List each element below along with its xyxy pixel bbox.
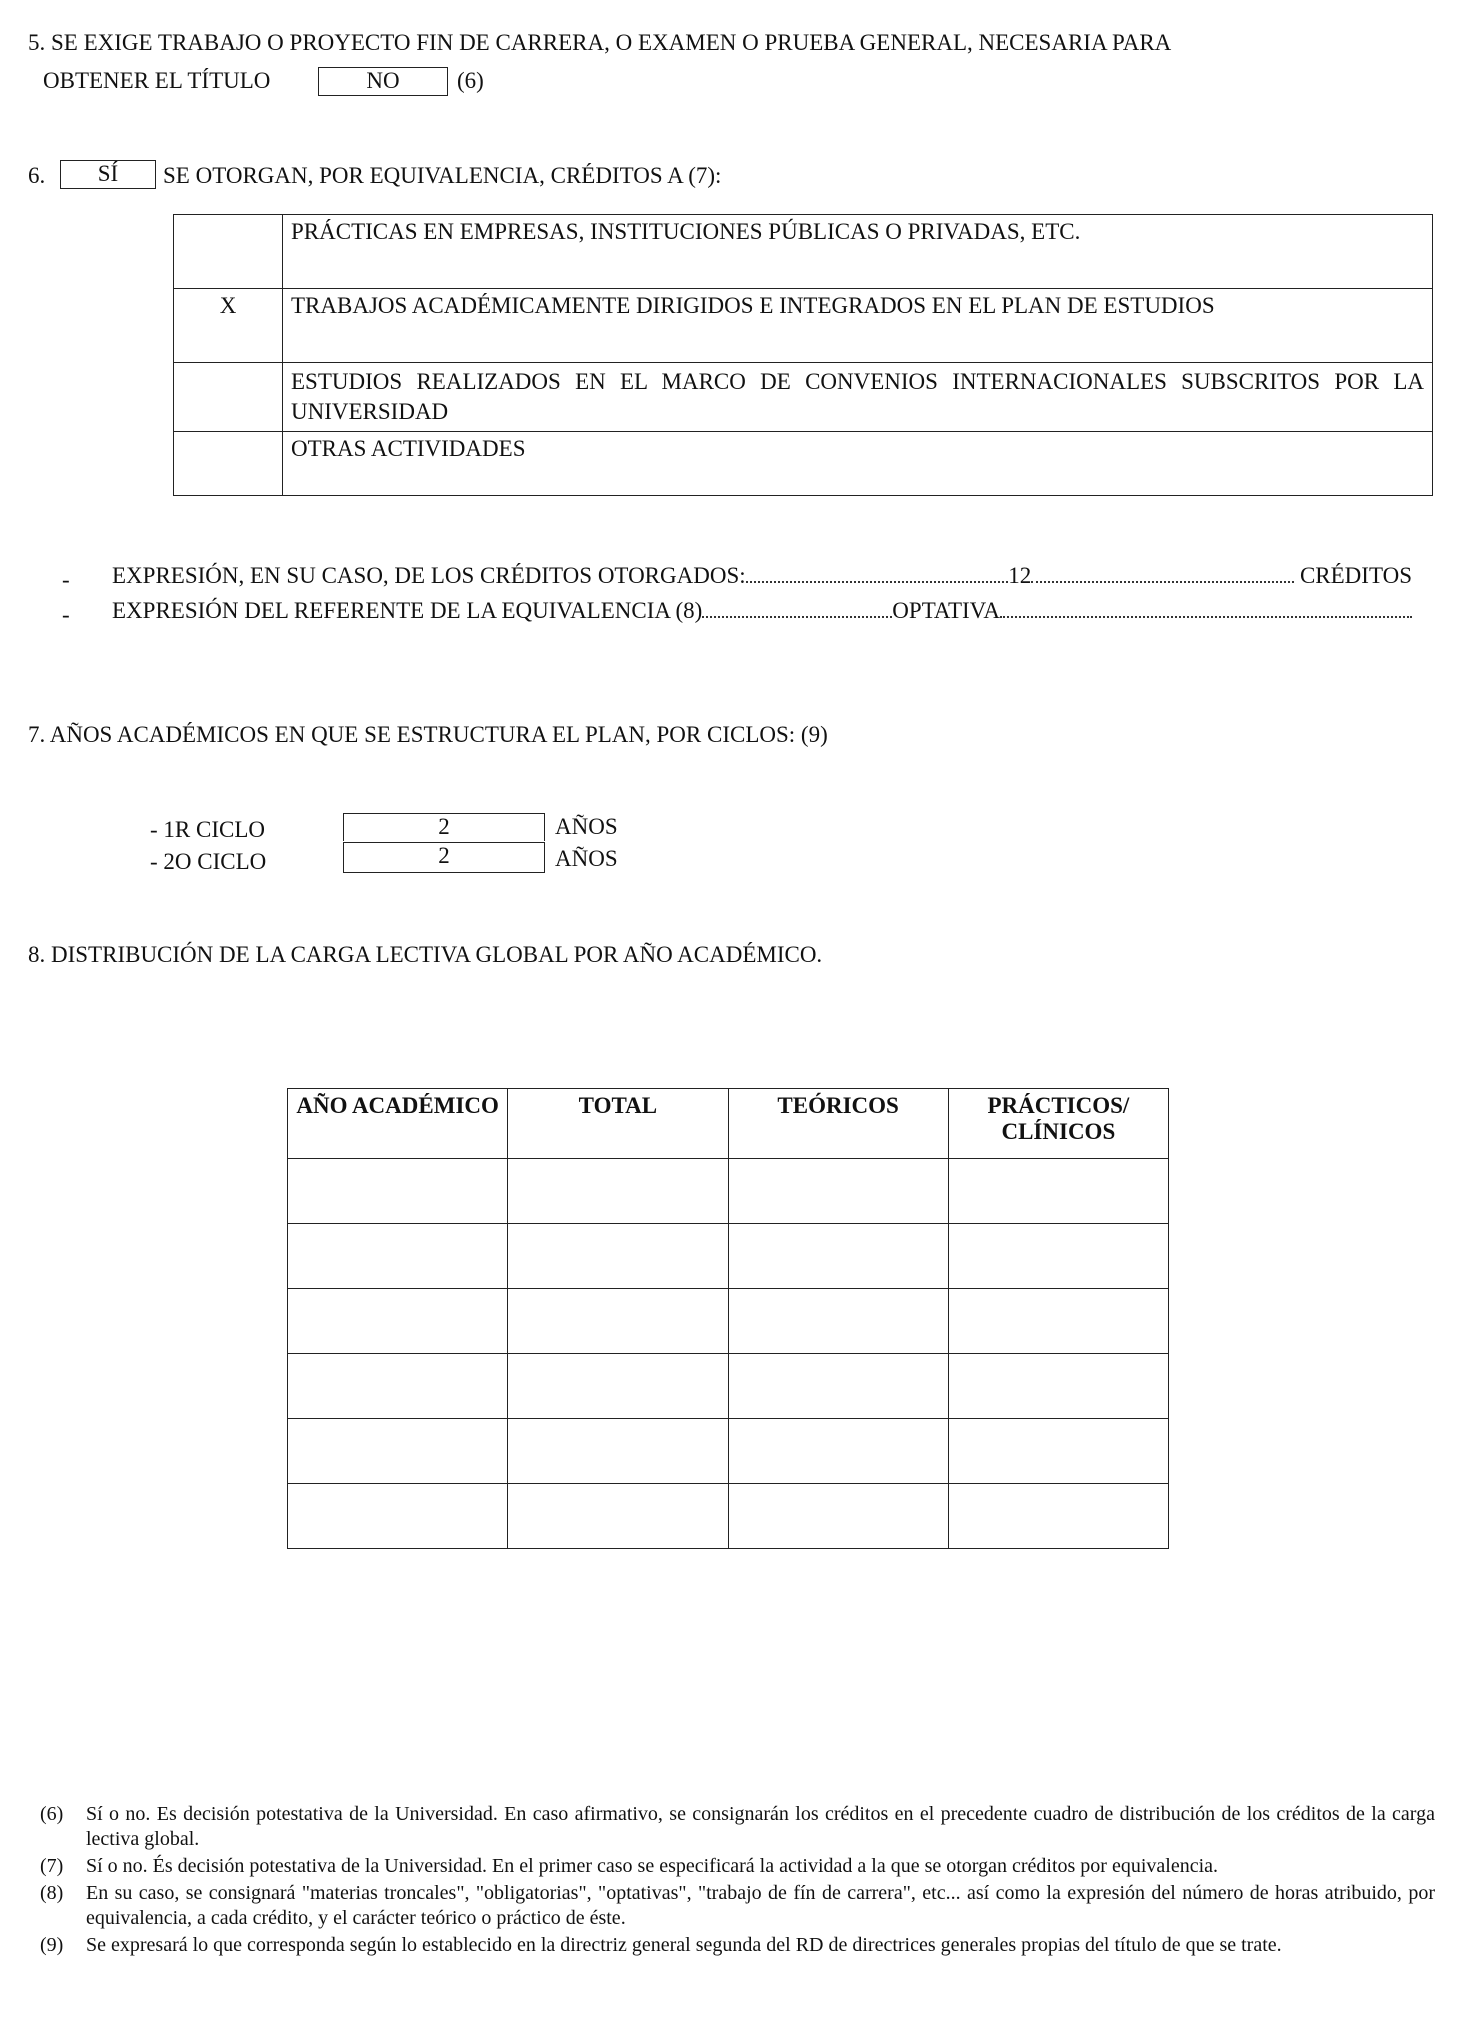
table-cell (728, 1354, 948, 1419)
table-row (288, 1484, 1169, 1549)
referent-value: OPTATIVA (892, 598, 1000, 623)
table-row (288, 1354, 1169, 1419)
referent-label: EXPRESIÓN DEL REFERENTE DE LA EQUIVALENCIA (8) (112, 598, 703, 623)
footnote-number: (6) (40, 1803, 64, 1825)
activity-label: PRÁCTICAS EN EMPRESAS, INSTITUCIONES PÚBLICAS O PRIVADAS, ETC. (283, 215, 1433, 289)
table-cell (288, 1289, 508, 1354)
table-cell (288, 1224, 508, 1289)
table-row (288, 1159, 1169, 1224)
dot-leader (1031, 563, 1294, 583)
table-row (174, 215, 1433, 289)
table-cell (288, 1484, 508, 1549)
cycle-unit: AÑOS (555, 814, 618, 839)
mark-cell (174, 432, 283, 496)
table-row (174, 432, 1433, 496)
table-cell (288, 1419, 508, 1484)
footnote-number: (9) (40, 1934, 64, 1956)
cycle-label: - 2O CICLO (150, 849, 267, 874)
table-cell (948, 1419, 1168, 1484)
header-teoricos: TEÓRICOS (728, 1089, 948, 1159)
mark-cell (174, 363, 283, 432)
dash-bullet: - (62, 567, 70, 592)
table-row (288, 1224, 1169, 1289)
table-cell (948, 1159, 1168, 1224)
section5-answer-box: NO (318, 67, 448, 96)
activity-label: ESTUDIOS REALIZADOS EN EL MARCO DE CONVENIOS INTERNACIONALES SUBSCRITOS POR LA UNIVERSIDAD (283, 363, 1433, 432)
section8-title: 8. DISTRIBUCIÓN DE LA CARGA LECTIVA GLOBAL POR AÑO ACADÉMICO. (28, 942, 823, 967)
section6-answer-box: SÍ (60, 160, 156, 189)
dot-leader (746, 563, 1009, 583)
cycle-value-box: 2 (343, 813, 545, 841)
section6-text: SE OTORGAN, POR EQUIVALENCIA, CRÉDITOS A (7): (163, 163, 722, 188)
footnote (40, 1881, 1435, 1931)
table-cell (728, 1224, 948, 1289)
table-cell (728, 1289, 948, 1354)
dash-bullet: - (62, 602, 70, 627)
activity-label: OTRAS ACTIVIDADES (283, 432, 1433, 496)
section6-number: 6. (28, 163, 46, 188)
table-row (174, 289, 1433, 363)
dot-leader (1000, 598, 1412, 618)
table-cell (948, 1224, 1168, 1289)
referent-line (112, 598, 1412, 624)
table-cell (508, 1159, 728, 1224)
footnote-text: Se expresará lo que corresponda según lo establecido en la directriz general segunda del RD de directrices generales propias del título de que se trate. (86, 1934, 1282, 1956)
header-practicos: PRÁCTICOS/ CLÍNICOS (948, 1089, 1168, 1159)
mark-cell (174, 215, 283, 289)
table-cell (288, 1354, 508, 1419)
table-cell (948, 1289, 1168, 1354)
table-cell (508, 1484, 728, 1549)
section5-ref: (6) (457, 68, 484, 93)
cycle-label: - 1R CICLO (150, 817, 265, 842)
header-total: TOTAL (508, 1089, 728, 1159)
activity-label: TRABAJOS ACADÉMICAMENTE DIRIGIDOS E INTEGRADOS EN EL PLAN DE ESTUDIOS (283, 289, 1433, 363)
footnote (40, 1802, 1435, 1852)
table-cell (948, 1484, 1168, 1549)
table-row (288, 1419, 1169, 1484)
footnote-number: (8) (40, 1882, 64, 1904)
table-cell (508, 1289, 728, 1354)
table-cell (948, 1354, 1168, 1419)
table-cell (728, 1484, 948, 1549)
table-row (174, 363, 1433, 432)
table-cell (508, 1419, 728, 1484)
credits-line (112, 563, 1412, 589)
footnote-number: (7) (40, 1855, 64, 1877)
footnote-text: Sí o no. Es decisión potestativa de la Universidad. En caso afirmativo, se consignarán los créditos en el precedente cuadro de distribución de los créditos de la carga lectiva global. (86, 1803, 1435, 1850)
table-header-row (288, 1089, 1169, 1159)
footnote (40, 1933, 1435, 1958)
footnote-text: Sí o no. És decisión potestativa de la Universidad. En el primer caso se especificará la actividad a la que se otorgan créditos por equivalencia. (86, 1855, 1219, 1877)
credits-unit: CRÉDITOS (1299, 563, 1412, 588)
table-cell (728, 1159, 948, 1224)
credits-value: 12 (1008, 563, 1032, 588)
footnote (40, 1854, 1435, 1879)
table-cell (508, 1224, 728, 1289)
footnote-text: En su caso, se consignará "materias troncales", "obligatorias", "optativas", "trabajo de fín de carrera", etc... así como la expresión del número de horas atribuido, por equivalencia, a cada crédito, y el carácter teórico o práctico de éste. (86, 1882, 1435, 1929)
cycle-unit: AÑOS (555, 846, 618, 871)
equivalence-table (173, 214, 1433, 496)
table-row (288, 1289, 1169, 1354)
dot-leader (702, 598, 892, 618)
table-cell (288, 1159, 508, 1224)
section5-line2: OBTENER EL TÍTULO (43, 68, 271, 93)
mark-cell: X (174, 289, 283, 363)
section7-title: 7. AÑOS ACADÉMICOS EN QUE SE ESTRUCTURA EL PLAN, POR CICLOS: (9) (28, 722, 828, 747)
credits-label: EXPRESIÓN, EN SU CASO, DE LOS CRÉDITOS OTORGADOS: (112, 563, 746, 588)
load-distribution-table (287, 1088, 1169, 1549)
header-ano-academico: AÑO ACADÉMICO (288, 1089, 508, 1159)
cycle-value-box: 2 (343, 842, 545, 873)
section5-line1: 5. SE EXIGE TRABAJO O PROYECTO FIN DE CARRERA, O EXAMEN O PRUEBA GENERAL, NECESARIA PARA (28, 30, 1172, 55)
footnotes (40, 1802, 1435, 1960)
table-cell (728, 1419, 948, 1484)
table-cell (508, 1354, 728, 1419)
